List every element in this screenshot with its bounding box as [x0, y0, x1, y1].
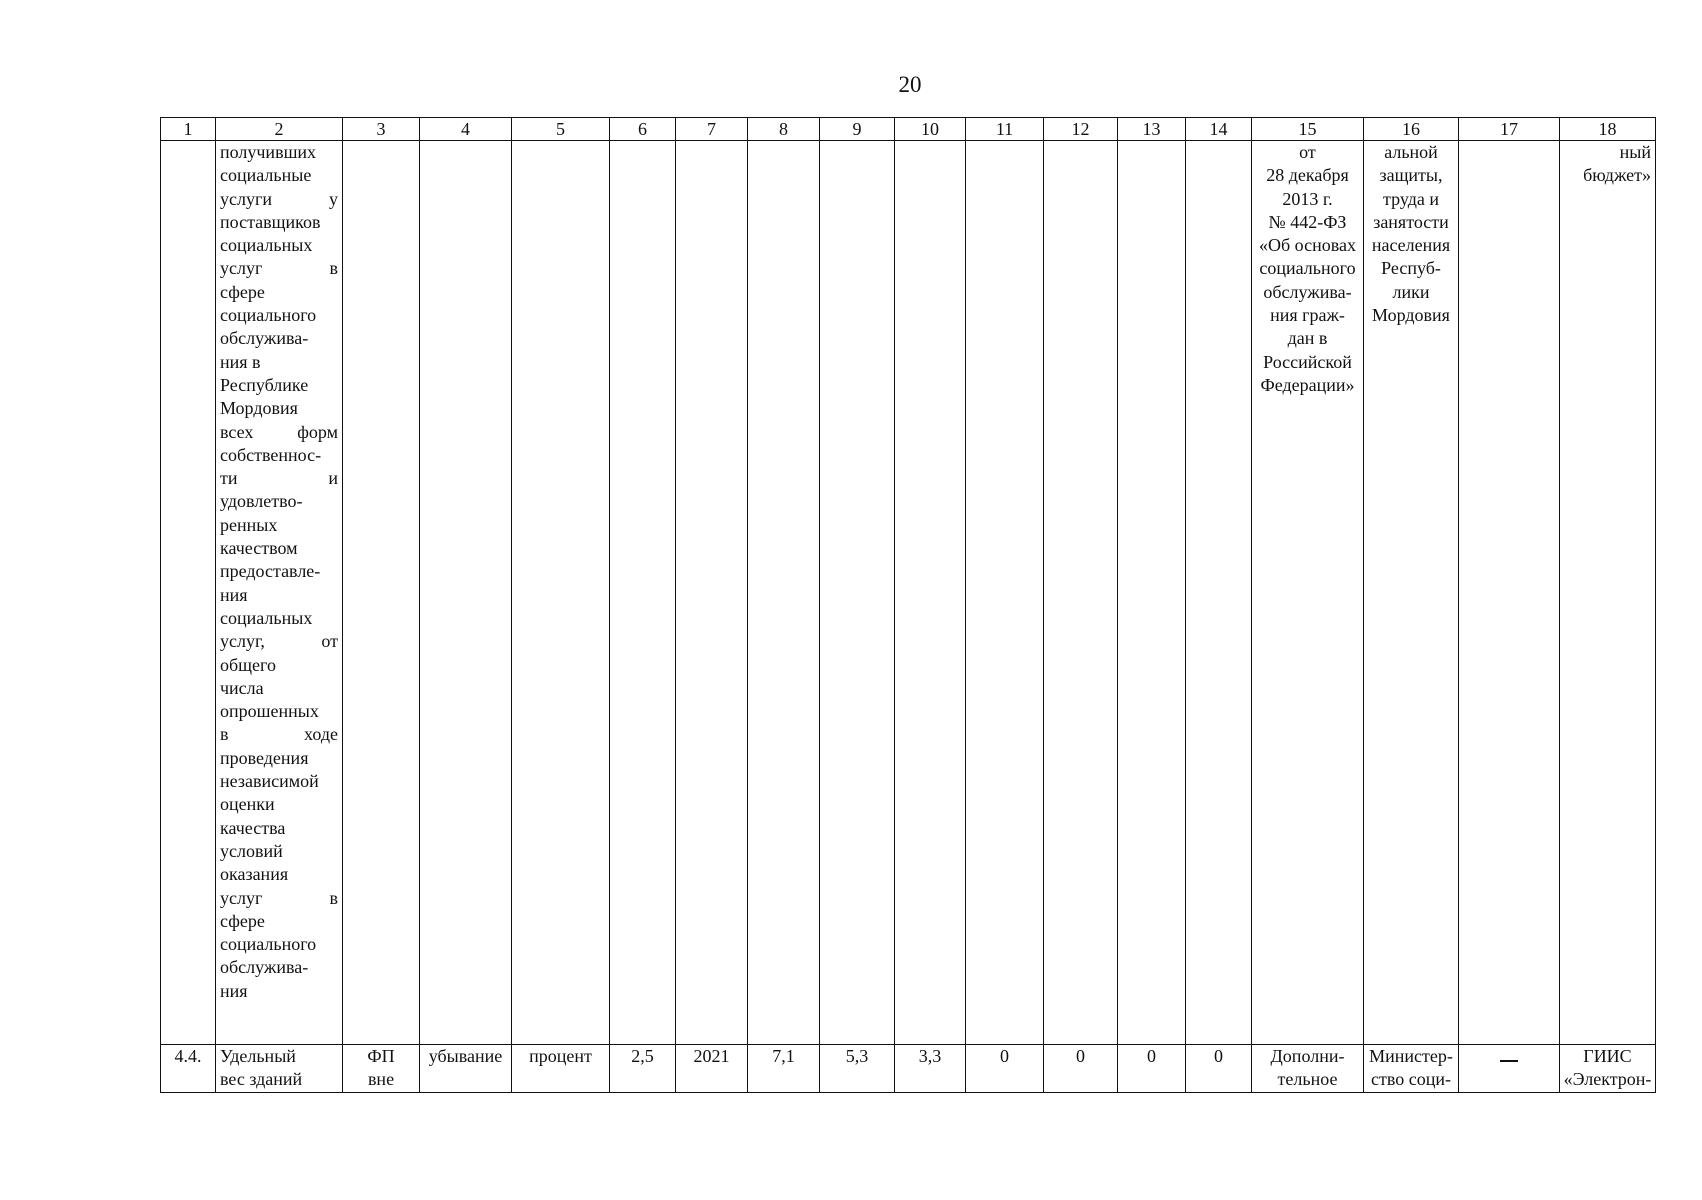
text-line: ния [220, 584, 248, 605]
column-number-cell: 7 [676, 118, 748, 141]
dash-mark [1500, 1060, 1518, 1062]
text-line: качества [220, 817, 286, 838]
column-number-cell: 9 [820, 118, 895, 141]
cell-base-year: 2021 [676, 1045, 748, 1093]
column-number-cell: 18 [1560, 118, 1656, 141]
text-line: социальные [220, 165, 312, 186]
cell-base-value: 2,5 [610, 1045, 676, 1093]
text-line: труда и [1383, 188, 1439, 209]
text-line: альной [1384, 142, 1438, 162]
column-number-cell: 10 [895, 118, 966, 141]
column-number-cell: 16 [1364, 118, 1459, 141]
cell-value-8: 7,1 [748, 1045, 820, 1093]
text-line: бюджет» [1583, 165, 1651, 186]
indicators-table [160, 117, 1656, 1093]
text-line: Российской [1263, 351, 1352, 372]
text-line: независимой [220, 771, 319, 792]
text-line: всех форм [220, 421, 338, 442]
text-line: проведения [220, 747, 309, 768]
text-line: Мордовия [1372, 305, 1450, 326]
text-line: обслужива- [1263, 281, 1352, 302]
cell-value-13: 0 [1118, 1045, 1186, 1093]
column-number-cell: 2 [216, 118, 343, 141]
text-line: социального [1259, 258, 1356, 279]
column-number-cell: 1 [161, 118, 216, 141]
cell-trend: убывание [420, 1045, 512, 1093]
cell-value-11: 0 [966, 1045, 1044, 1093]
cell-col13 [1118, 141, 1186, 1045]
text-line: Федерации» [1260, 374, 1355, 395]
text-line: опрошенных [220, 701, 319, 722]
cell-value-14: 0 [1186, 1045, 1252, 1093]
text-line: обслужива- [220, 328, 309, 349]
cell-col9 [820, 141, 895, 1045]
text-line: ный [1619, 142, 1651, 162]
cell-responsible [1364, 141, 1459, 1045]
cell-legal-basis: Дополни- тельное [1252, 1045, 1364, 1093]
cell-responsible: Министер- ство соци- [1364, 1045, 1459, 1093]
text-line: в ходе [220, 724, 338, 745]
cell-number: 4.4. [161, 1045, 216, 1093]
cell-value-10: 3,3 [895, 1045, 966, 1093]
cell-col5 [512, 141, 610, 1045]
text-line: услуг в [220, 258, 338, 279]
column-number-cell: 5 [512, 118, 610, 141]
text-line: общего [220, 654, 276, 675]
text-line: ти и [220, 468, 338, 489]
cell-program-type: ФП вне [343, 1045, 420, 1093]
text-line: защиты, [1379, 165, 1443, 186]
text-line: ния граж- [1270, 305, 1345, 326]
cell-col8 [748, 141, 820, 1045]
text-line: социальных [220, 607, 313, 628]
cell-source: ГИИС «Электрон- [1560, 1045, 1656, 1093]
text-line: оказания [220, 864, 289, 885]
text-line: социальных [220, 235, 313, 256]
cell-col6 [610, 141, 676, 1045]
text-line: услуг в [220, 887, 338, 908]
text-line: 28 декабря [1266, 165, 1349, 186]
cell-col12 [1044, 141, 1118, 1045]
text-line: занятости [1373, 211, 1449, 232]
text-line: оценки [220, 794, 275, 815]
text-line: поставщиков [220, 211, 321, 232]
text-line: удовлетво- [220, 491, 303, 512]
text-line: социального [220, 934, 317, 955]
table-row [161, 141, 1656, 1045]
cell-col17 [1459, 141, 1560, 1045]
cell-col10 [895, 141, 966, 1045]
cell-legal-basis [1252, 141, 1364, 1045]
text-line: ния [220, 980, 248, 1001]
text-line: услуги у [220, 188, 338, 209]
text-line: ния в [220, 351, 261, 372]
text-line: предоставле- [220, 561, 321, 582]
text-line: Республике [220, 374, 309, 395]
text-line: качеством [220, 538, 298, 559]
column-number-cell: 11 [966, 118, 1044, 141]
text-line: сфере [220, 281, 265, 302]
column-number-cell: 4 [420, 118, 512, 141]
column-number-row [161, 118, 1656, 141]
text-line: Мордовия [220, 398, 298, 419]
column-number-cell: 13 [1118, 118, 1186, 141]
cell-value-12: 0 [1044, 1045, 1118, 1093]
table-row-4-4 [161, 1045, 1656, 1093]
cell-col7 [676, 141, 748, 1045]
cell-col14 [1186, 141, 1252, 1045]
column-number-cell: 8 [748, 118, 820, 141]
column-number-cell: 15 [1252, 118, 1364, 141]
cell-unit: процент [512, 1045, 610, 1093]
text-line: Респуб- [1381, 258, 1441, 279]
text-line: от [1299, 142, 1316, 162]
cell-col17-dash [1459, 1045, 1560, 1093]
column-number-cell: 6 [610, 118, 676, 141]
cell-col1 [161, 141, 216, 1045]
column-number-cell: 14 [1186, 118, 1252, 141]
cell-indicator-name: Удельный вес зданий [216, 1045, 343, 1093]
text-line: населения [1371, 235, 1451, 256]
text-line: услуг, от [220, 631, 338, 652]
column-number-cell: 3 [343, 118, 420, 141]
text-line: обслужива- [220, 957, 309, 978]
column-number-cell: 12 [1044, 118, 1118, 141]
text-line: 2013 г. [1282, 188, 1333, 209]
text-line: условий [220, 840, 283, 861]
text-line: социального [220, 305, 317, 326]
text-line: числа [220, 677, 264, 698]
cell-indicator-text [216, 141, 343, 1045]
text-line: № 442-ФЗ [1268, 211, 1347, 232]
text-line: собственнос- [220, 444, 322, 465]
text-line: дан в [1287, 328, 1328, 349]
text-line: ренных [220, 514, 278, 535]
text-line: «Об основах [1259, 235, 1356, 256]
text-line: сфере [220, 910, 265, 931]
cell-value-9: 5,3 [820, 1045, 895, 1093]
cell-col3 [343, 141, 420, 1045]
column-number-cell: 17 [1459, 118, 1560, 141]
cell-col4 [420, 141, 512, 1045]
cell-source [1560, 141, 1656, 1045]
cell-col11 [966, 141, 1044, 1045]
text-line: получивших [220, 142, 317, 162]
page-number: 20 [898, 72, 922, 97]
text-line: лики [1392, 281, 1430, 302]
